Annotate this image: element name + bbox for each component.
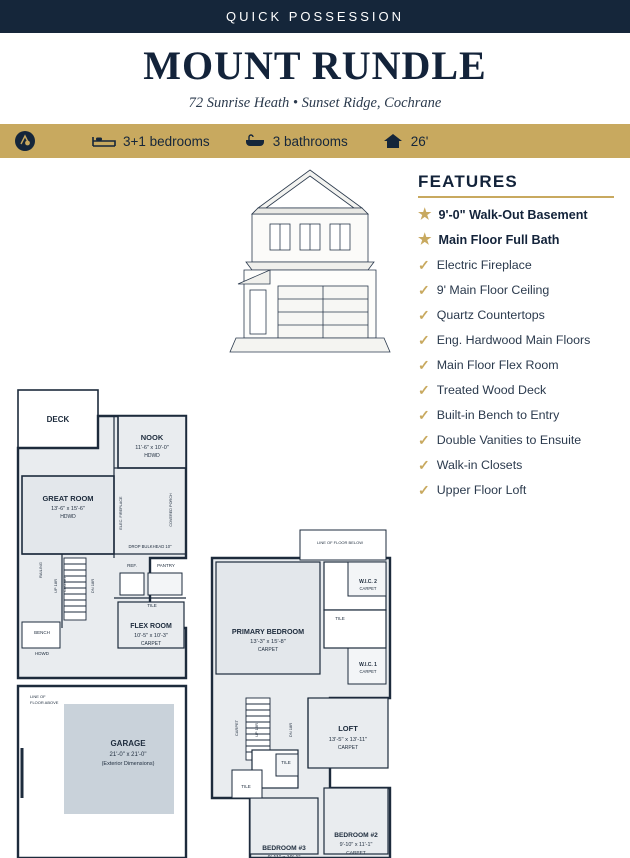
feature-label: Treated Wood Deck <box>436 383 547 398</box>
svg-text:TILE: TILE <box>147 603 157 608</box>
page-title: MOUNT RUNDLE <box>143 43 487 88</box>
svg-text:13'-3" x 15'-8": 13'-3" x 15'-8" <box>250 639 286 645</box>
feature-item <box>418 408 623 424</box>
svg-text:CARPET: CARPET <box>257 647 279 653</box>
svg-text:(Exterior Dimensions): (Exterior Dimensions) <box>101 761 155 767</box>
svg-text:TILE: TILE <box>241 784 251 789</box>
check-icon: ✓ <box>418 307 430 324</box>
svg-text:DECK: DECK <box>46 415 70 424</box>
feature-item <box>418 333 623 349</box>
features-divider <box>418 196 614 198</box>
svg-text:CARPET: CARPET <box>359 669 377 674</box>
svg-text:LINE OF: LINE OF <box>30 694 46 699</box>
svg-text:11'-6" x 10'-0": 11'-6" x 10'-0" <box>135 445 169 451</box>
bedrooms-label: 3+1 bedrooms <box>123 133 210 149</box>
feature-label: Electric Fireplace <box>436 258 532 273</box>
svg-text:LINE OF FLOOR BELOW: LINE OF FLOOR BELOW <box>316 540 364 545</box>
svg-text:9'-11" x 10'-1": 9'-11" x 10'-1" <box>267 855 301 858</box>
svg-text:CARPET: CARPET <box>337 745 359 751</box>
svg-text:CARPET: CARPET <box>346 851 366 856</box>
svg-text:W.I.C. 1: W.I.C. 1 <box>359 662 377 668</box>
svg-text:RAILING: RAILING <box>38 561 43 579</box>
svg-text:FLEX ROOM: FLEX ROOM <box>130 623 172 630</box>
svg-text:21'-0" x 21'-0": 21'-0" x 21'-0" <box>109 752 147 758</box>
feature-label: Double Vanities to Ensuite <box>436 433 582 448</box>
svg-text:PRIMARY BEDROOM: PRIMARY BEDROOM <box>231 627 305 636</box>
svg-text:TILE: TILE <box>335 616 345 621</box>
feature-item <box>418 483 623 499</box>
bed-icon <box>92 133 116 149</box>
svg-text:DROP BULKHEAD 10": DROP BULKHEAD 10" <box>128 544 172 549</box>
feature-label: Main Floor Full Bath <box>438 233 560 248</box>
feature-item <box>418 233 623 249</box>
feature-label: Walk-in Closets <box>436 458 523 473</box>
width-spec <box>382 132 429 150</box>
check-icon: ✓ <box>418 357 430 374</box>
svg-text:9'-10" x 11'-1": 9'-10" x 11'-1" <box>339 842 373 848</box>
svg-text:UP 18R: UP 18R <box>254 723 259 737</box>
svg-text:10'-5" x 10'-3": 10'-5" x 10'-3" <box>134 633 168 639</box>
bathrooms-label: 3 bathrooms <box>272 133 348 149</box>
width-label: 26' <box>410 133 429 149</box>
title-block <box>0 33 630 124</box>
feature-item <box>418 458 623 474</box>
star-icon: ★ <box>418 206 432 223</box>
circle-logo-icon <box>14 130 36 152</box>
svg-text:TILE: TILE <box>281 760 291 765</box>
svg-text:HDWD: HDWD <box>35 651 49 656</box>
svg-text:W.I.C. 2: W.I.C. 2 <box>359 579 377 585</box>
svg-text:PANTRY: PANTRY <box>157 563 175 568</box>
feature-item <box>418 433 623 449</box>
svg-text:CARPET: CARPET <box>359 586 377 591</box>
feature-label: Eng. Hardwood Main Floors <box>436 333 591 348</box>
svg-text:GREAT ROOM: GREAT ROOM <box>42 494 94 503</box>
banner-label: QUICK POSSESSION <box>225 9 405 24</box>
check-icon: ✓ <box>418 407 430 424</box>
spec-bar <box>0 124 630 158</box>
check-icon: ✓ <box>418 457 430 474</box>
check-icon: ✓ <box>418 332 430 349</box>
check-icon: ✓ <box>418 482 430 499</box>
feature-item <box>418 308 623 324</box>
feature-label: Main Floor Flex Room <box>436 358 559 373</box>
bathrooms-spec <box>244 133 348 149</box>
feature-label: Upper Floor Loft <box>436 483 527 498</box>
svg-text:HDWD: HDWD <box>144 453 160 459</box>
floorplan-drawing <box>0 158 418 858</box>
svg-text:ELEC. FIREPLACE: ELEC. FIREPLACE <box>119 496 123 530</box>
builder-logo <box>14 130 36 152</box>
svg-text:DN 18R: DN 18R <box>90 578 95 594</box>
svg-text:UP 18R: UP 18R <box>53 579 58 593</box>
svg-text:CLOSET: CLOSET <box>62 575 67 593</box>
svg-text:NOOK: NOOK <box>140 433 164 442</box>
svg-text:FLOOR ABOVE: FLOOR ABOVE <box>30 700 59 705</box>
bathtub-icon <box>244 133 266 149</box>
svg-text:GARAGE: GARAGE <box>110 739 146 748</box>
feature-item <box>418 208 623 224</box>
feature-item <box>418 258 623 274</box>
features-panel <box>418 172 623 508</box>
star-icon: ★ <box>418 231 432 249</box>
feature-label: Built-in Bench to Entry <box>436 408 560 423</box>
content-area <box>0 158 630 858</box>
check-icon: ✓ <box>418 382 430 399</box>
feature-item <box>418 283 623 299</box>
feature-label: 9'-0" Walk-Out Basement <box>438 208 588 222</box>
svg-text:CARPET: CARPET <box>234 719 239 737</box>
svg-text:REF.: REF. <box>127 563 137 568</box>
page-subtitle: 72 Sunrise Heath • Sunset Ridge, Cochrane <box>188 95 442 111</box>
svg-text:13'-6" x 15'-6": 13'-6" x 15'-6" <box>51 506 85 512</box>
svg-text:13'-5" x 13'-11": 13'-5" x 13'-11" <box>328 737 368 743</box>
feature-label: Quartz Countertops <box>436 308 545 323</box>
feature-item <box>418 383 623 399</box>
check-icon: ✓ <box>418 257 430 274</box>
feature-item <box>418 358 623 374</box>
svg-text:COVERED PORCH: COVERED PORCH <box>169 493 173 527</box>
svg-text:LOFT: LOFT <box>338 724 358 733</box>
check-icon: ✓ <box>418 432 430 449</box>
svg-text:BEDROOM #3: BEDROOM #3 <box>262 845 306 852</box>
svg-text:BEDROOM #2: BEDROOM #2 <box>334 832 378 839</box>
feature-label: 9' Main Floor Ceiling <box>436 283 550 298</box>
svg-text:CARPET: CARPET <box>140 641 162 647</box>
bedrooms-spec <box>92 133 210 149</box>
svg-text:BENCH: BENCH <box>34 630 50 635</box>
check-icon: ✓ <box>418 282 430 299</box>
features-heading: FEATURES <box>418 172 518 191</box>
svg-text:HDWD: HDWD <box>60 514 76 520</box>
house-width-icon <box>382 132 404 150</box>
svg-text:DN 18R: DN 18R <box>288 722 293 738</box>
quick-possession-banner <box>0 0 630 33</box>
